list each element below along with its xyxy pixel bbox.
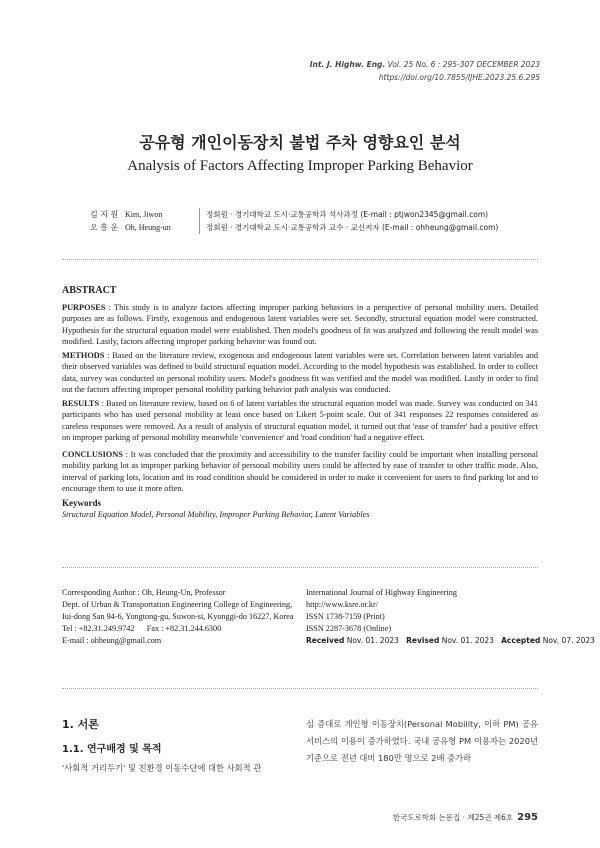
author-name-en: Oh, Heung-un (125, 223, 171, 232)
author-affiliation: 정회원 · 경기대학교 도시·교통공학과 교수 · 교신저자 (E-mail : ohheung@gmail.com) (199, 221, 498, 234)
subsection-heading: 1.1. 연구배경 및 목적 (62, 744, 162, 755)
author-name-ko: 김 지 원 (90, 210, 119, 219)
keywords: Structural Equation Model, Personal Mobility, Improper Parking Behavior, Latent Variables (62, 510, 370, 519)
author-name-en: Kim, Jiwon (125, 210, 163, 219)
author-name-ko: 오 흥 운 (90, 223, 119, 232)
footer-journal: 한국도로학회 논문집 · 제25권 제6호 (392, 813, 514, 822)
abstract-methods: METHODS : Based on the literature review, exogenous and endogenous latent variables were set. Correlation between latent variables and their observed variables was defined to build structural equation model. According to the model hypothesis was established. In order to collect data, survey was conducted on personal mobility users. Model's goodness fit was verified and the model was modified. Lastly in order to find out the factors affecting improper personal mobility parking behavior path analysis was conducted. (62, 350, 538, 394)
issn-print: ISSN 1738-7159 (Print) (306, 612, 385, 621)
correspondence-info (62, 587, 294, 647)
issn-online: ISSN 2287-3678 (Online) (306, 624, 392, 633)
divider (62, 567, 538, 568)
abstract-heading: ABSTRACT (62, 285, 117, 296)
author-row (90, 208, 498, 221)
abstract-conclusions: CONCLUSIONS : It was concluded that the proximity and accessibility to the transfer facility could be important when installing personal mobility parking lot as improper parking behavior of personal mobility users could be affected by ease of transfer to other traffic mode. Also, interval of parking lots, location and its road condition should be considered in order to make it convenient for users to find parking lot and to encourage them to use it more often. (62, 449, 538, 493)
title-korean: 공유형 개인이동장치 불법 주차 영향요인 분석 (139, 133, 461, 152)
divider (62, 259, 538, 260)
dates: Received Nov. 01. 2023 Revised Nov. 01. 2023 Accepted Nov. 07. 2023 (306, 636, 595, 645)
journal-header (310, 58, 540, 84)
keywords-heading: Keywords (62, 497, 101, 508)
author-row (90, 221, 498, 234)
doi-link[interactable]: https://doi.org/10.7855/IJHE.2023.25.6.295 (378, 73, 540, 82)
abstract-results: RESULTS : Based on literature review, based on 6 of latent variables the structural equation model was made. Survey was conducted on 341 participants who has used personal mobility at least once based on Likert 5-point scale. Out of 341 responses 22 responses considered as careless responses were removed. As a result of analysis of structural equation model, it turned out that 'ease of transfer' had a positive effect on improper parking of personal mobility meanwhile 'convenience' and 'road condition' had a negative effect. (62, 398, 538, 442)
author-list (90, 208, 498, 234)
corresponding-author: Corresponding Author : Oh, Heung-Un, Professor (62, 588, 226, 597)
abstract-purposes: PURPOSES : This study is to analyze factors affecting improper parking behaviors in a perspective of personal mobility users. Detailed purposes are as follows. Firstly, exogenous and endogenous latent variables were set. Secondly, structural equation model were constructed. Hypothesis for the structural equation model were established. Then model's goodness of fit was analyzed and following the result model was modified. Lastly, factors affecting improper parking behavior was found out. (62, 302, 538, 346)
tel-fax: Tel : +82.31.249.9742 Fax : +82.31.244.6300 (62, 624, 222, 633)
publication-info (306, 587, 595, 647)
section-heading: 1. 서론 (62, 718, 99, 731)
journal-url[interactable]: http://www.ksre.or.kr/ (306, 600, 379, 609)
title-english: Analysis of Factors Affecting Improper Parking Behavior (127, 158, 473, 174)
journal-abbr: Int. J. Highw. Eng. (309, 60, 386, 69)
page-footer (393, 812, 538, 823)
page-number: 295 (517, 812, 538, 823)
journal-volume: Vol. 25 No. 6 : 295-307 DECEMBER 2023 (387, 60, 540, 69)
body-text-left: '사회적 거리두기' 및 친환경 이동수단에 대한 사회적 관 (62, 763, 262, 773)
abstract (62, 285, 538, 521)
address: Iui-dong San 94-6, Yongtong-gu, Suwon-si, Kyonggi-do 16227, Korea (62, 612, 294, 621)
divider (62, 688, 538, 689)
author-affiliation: 정회원 · 경기대학교 도시·교통공학과 석사과정 (E-mail : ptjwon2345@gmail.com) (199, 208, 488, 221)
journal-name: International Journal of Highway Engineering (306, 588, 457, 597)
body-text-right: 심 증대로 개인형 이동장치(Personal Mobility, 이하 PM) 공유서비스의 이용이 증가하였다. 국내 공유형 PM 이용자는 2020년 기준으로 전년 대비 180만 명으로 2배 증가하 (306, 719, 538, 763)
department: Dept. of Urban & Transportation Engineering College of Engineering, (62, 600, 293, 609)
email: E-mail : ohheung@gmail.com (62, 636, 162, 645)
